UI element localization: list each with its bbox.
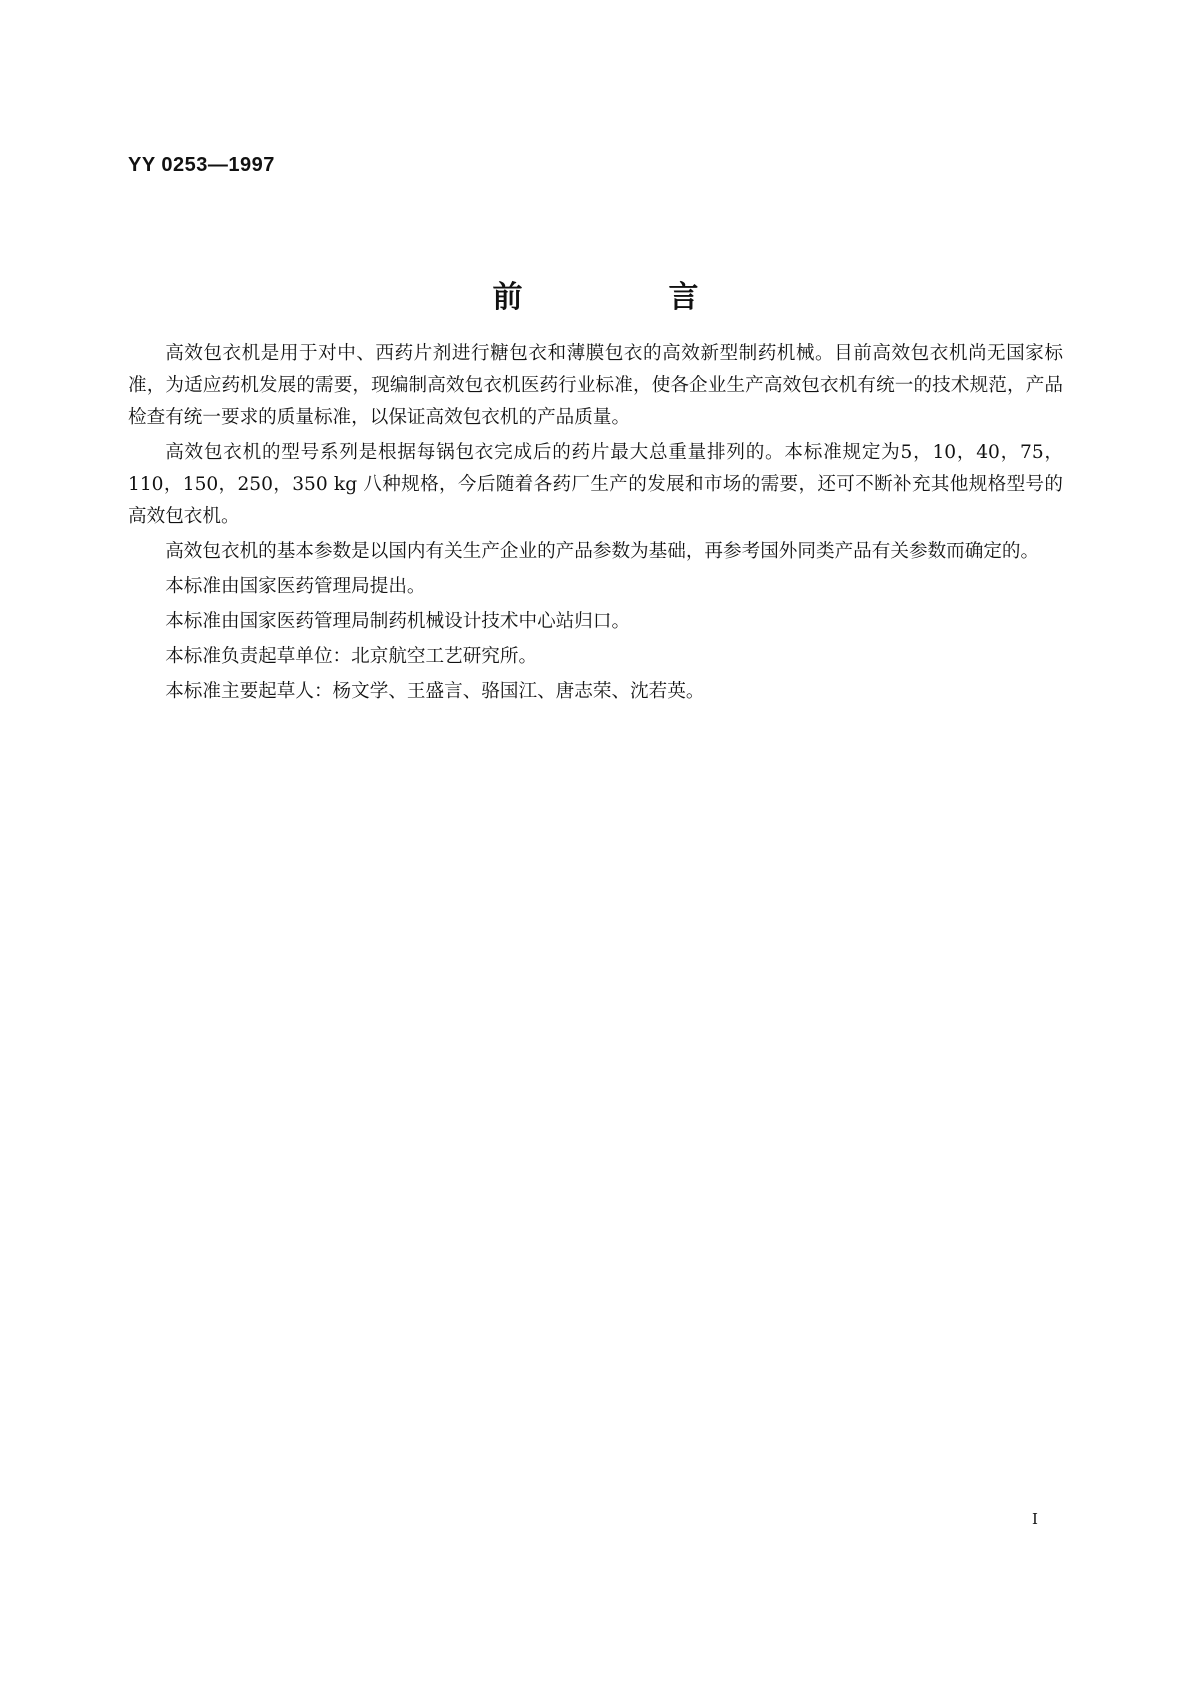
paragraph-model-series: 高效包衣机的型号系列是根据每锅包衣完成后的药片最大总重量排列的。本标准规定为5，10，40，75，110，150，250，350 kg 八种规格，今后随着各药厂生产的发展和市场的需要，还可不断补充其他规格型号的高效包衣机。: [128, 442, 1063, 527]
paragraph-proposed-by: 本标准由国家医药管理局提出。: [165, 576, 426, 597]
paragraph-drafting-unit: 本标准负责起草单位：北京航空工艺研究所。: [165, 646, 538, 667]
standard-code: YY 0253—1997: [128, 154, 275, 176]
foreword-body: [128, 338, 1063, 711]
paragraph-intro: 高效包衣机是用于对中、西药片剂进行糖包衣和薄膜包衣的高效新型制药机械。目前高效包衣机尚无国家标准，为适应药机发展的需要，现编制高效包衣机医药行业标准，使各企业生产高效包衣机有统一的技术规范，产品检查有统一要求的质量标准，以保证高效包衣机的产品质量。: [128, 343, 1063, 428]
paragraph-centralized-by: 本标准由国家医药管理局制药机械设计技术中心站归口。: [165, 611, 631, 632]
page-number: I: [1032, 1510, 1038, 1528]
paragraph-basic-parameters: 高效包衣机的基本参数是以国内有关生产企业的产品参数为基础，再参考国外同类产品有关参数而确定的。: [165, 541, 1040, 562]
paragraph-drafters: 本标准主要起草人：杨文学、王盛言、骆国江、唐志荣、沈若英。: [165, 681, 705, 702]
page-title: 前 言: [492, 280, 757, 315]
